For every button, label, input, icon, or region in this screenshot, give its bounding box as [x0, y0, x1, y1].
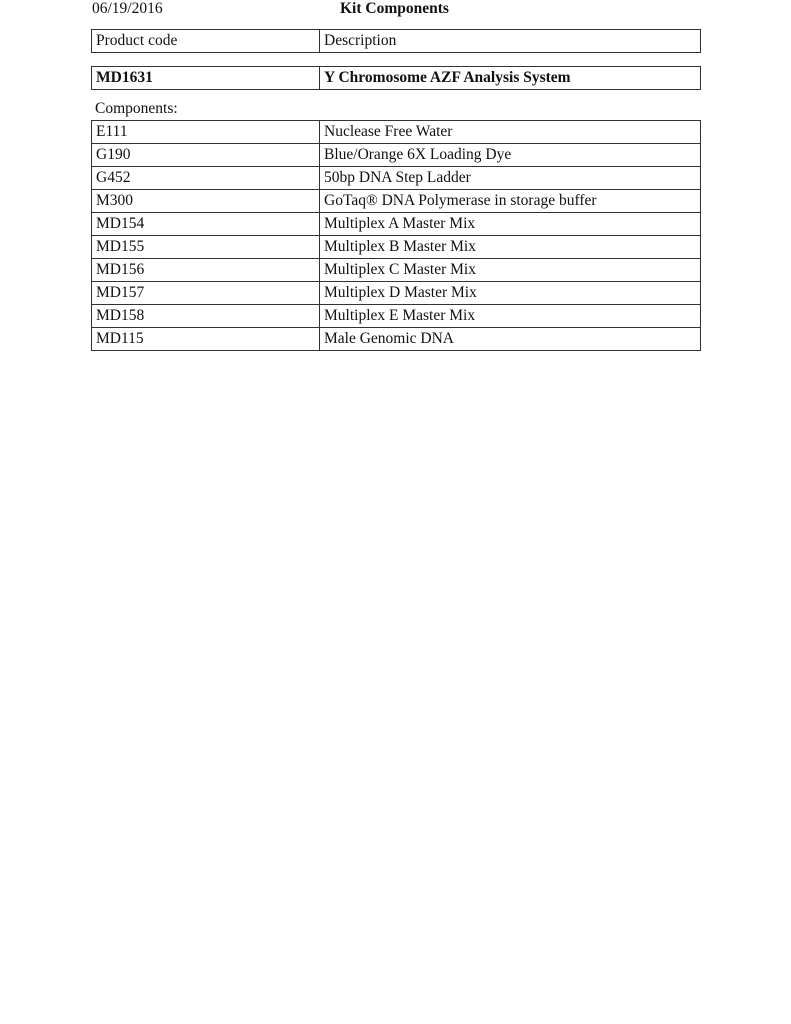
component-code: MD156	[92, 259, 320, 282]
table-row	[92, 167, 701, 190]
component-code: MD158	[92, 305, 320, 328]
components-table	[91, 120, 701, 351]
component-code: M300	[92, 190, 320, 213]
column-header-table	[91, 29, 701, 53]
component-description: Multiplex C Master Mix	[320, 259, 701, 282]
component-description: Nuclease Free Water	[320, 121, 701, 144]
component-description: Blue/Orange 6X Loading Dye	[320, 144, 701, 167]
component-description: Male Genomic DNA	[320, 328, 701, 351]
component-code: G190	[92, 144, 320, 167]
component-code: MD115	[92, 328, 320, 351]
product-row	[92, 67, 701, 90]
document-date: 06/19/2016	[92, 0, 163, 17]
table-row	[92, 213, 701, 236]
table-row	[92, 190, 701, 213]
component-code: E111	[92, 121, 320, 144]
column-header-product-code: Product code	[92, 30, 320, 53]
components-label: Components:	[95, 100, 178, 117]
table-row	[92, 282, 701, 305]
component-code: MD157	[92, 282, 320, 305]
column-header-row	[92, 30, 701, 53]
component-description: Multiplex E Master Mix	[320, 305, 701, 328]
product-code: MD1631	[92, 67, 320, 90]
component-description: 50bp DNA Step Ladder	[320, 167, 701, 190]
table-row	[92, 121, 701, 144]
component-description: GoTaq® DNA Polymerase in storage buffer	[320, 190, 701, 213]
table-row	[92, 259, 701, 282]
component-description: Multiplex A Master Mix	[320, 213, 701, 236]
table-row	[92, 305, 701, 328]
table-row	[92, 236, 701, 259]
product-description: Y Chromosome AZF Analysis System	[320, 67, 701, 90]
component-code: G452	[92, 167, 320, 190]
component-code: MD155	[92, 236, 320, 259]
document-title: Kit Components	[340, 0, 449, 17]
component-code: MD154	[92, 213, 320, 236]
component-description: Multiplex B Master Mix	[320, 236, 701, 259]
table-row	[92, 328, 701, 351]
component-description: Multiplex D Master Mix	[320, 282, 701, 305]
product-table	[91, 66, 701, 90]
table-row	[92, 144, 701, 167]
column-header-description: Description	[320, 30, 701, 53]
